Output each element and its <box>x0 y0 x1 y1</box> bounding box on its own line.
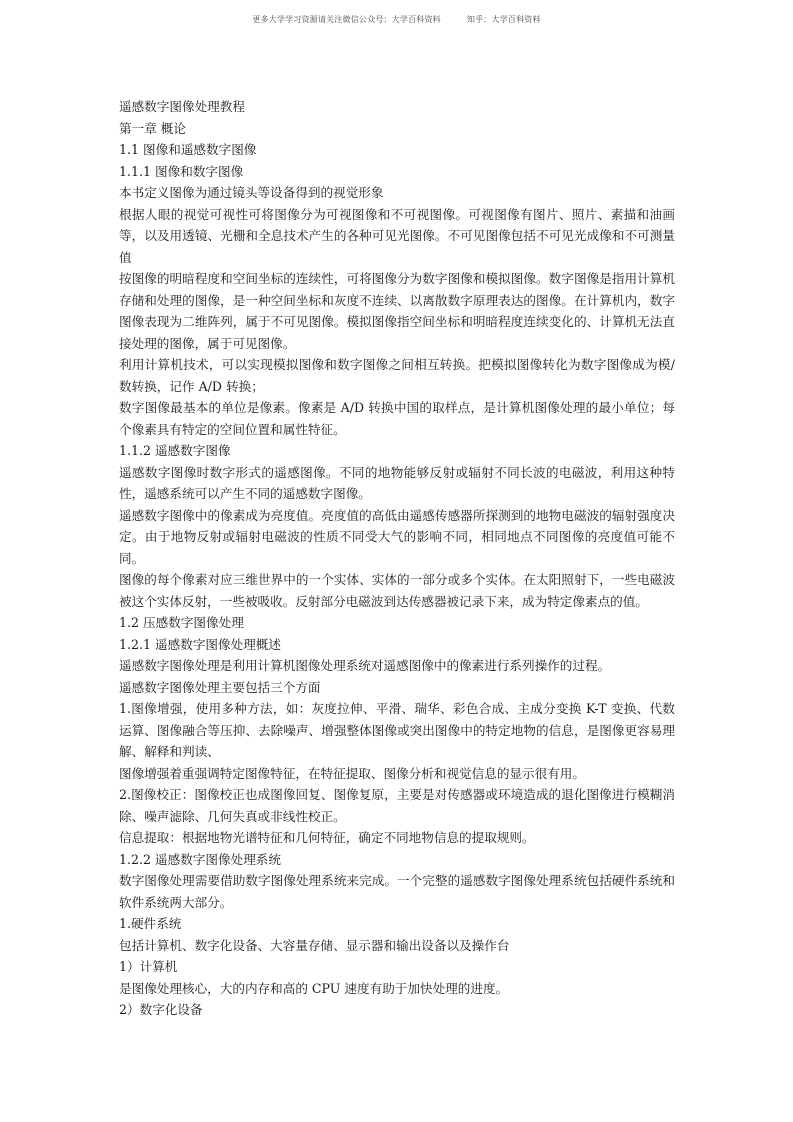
paragraph: 遥感数字图像处理主要包括三个方面 <box>119 679 321 695</box>
paragraph: 遥感数字图像处理是利用计算机图像处理系统对遥感图像中的像素进行系列操作的过程。 <box>119 658 611 673</box>
section-heading: 1.1 图像和遥感数字图像 <box>119 142 257 157</box>
paragraph: 1.图像增强，使用多种方法，如：灰度拉伸、平滑、瑞华、彩色合成、主成分变换 K-T 变换、代数运算、图像融合等压抑、去除噪声、增强整体图像或突出图像中的特定地物的信息，是图像更容易理解、解释和判读、 <box>119 701 675 759</box>
header-right-text: 知乎：大学百科资料 <box>466 15 541 24</box>
page-header <box>0 14 793 25</box>
paragraph: 包括计算机、数字化设备、大容量存储、显示器和输出设备以及操作台 <box>119 937 510 953</box>
paragraph: 遥感数字图像时数字形式的遥感图像。不同的地物能够反射或辐射不同长波的电磁波，利用这种特性，遥感系统可以产生不同的遥感数字图像。 <box>119 464 675 501</box>
header-left-text: 更多大学学习资源请关注微信公众号：大学百科资料 <box>252 15 441 24</box>
paragraph: 图像的每个像素对应三维世界中的一个实体、实体的一部分或多个实体。在太阳照射下，一些电磁波被这个实体反射，一些被吸收。反射部分电磁波到达传感器被记录下来，成为特定像素点的值。 <box>119 572 675 609</box>
list-heading: 2）数字化设备 <box>119 1002 203 1017</box>
paragraph: 数字图像最基本的单位是像素。像素是 A/D 转换中国的取样点，是计算机图像处理的最小单位；每个像素具有特定的空间位置和属性特征。 <box>119 400 675 437</box>
subsection-heading: 1.2.2 遥感数字图像处理系统 <box>119 851 281 867</box>
subsection-heading: 1.1.2 遥感数字图像 <box>119 443 231 458</box>
paragraph: 数字图像处理需要借助数字图像处理系统来完成。一个完整的遥感数字图像处理系统包括硬件系统和软件系统两大部分。 <box>119 873 675 910</box>
paragraph: 信息提取：根据地物光谱特征和几何特征，确定不同地物信息的提取规则。 <box>119 830 535 845</box>
paragraph: 利用计算机技术，可以实现模拟图像和数字图像之间相互转换。把模拟图像转化为数字图像成为模/数转换，记作 A/D 转换； <box>119 357 675 394</box>
list-heading: 1.硬件系统 <box>119 916 182 931</box>
paragraph: 2.图像校正：图像校正也成图像回复、图像复原，主要是对传感器或环境造成的退化图像进行模糊消除、噪声滤除、几何失真或非线性校正。 <box>119 787 675 824</box>
section-heading: 1.2 压感数字图像处理 <box>119 615 244 630</box>
list-heading: 1）计算机 <box>119 959 178 974</box>
subsection-heading: 1.1.1 图像和数字图像 <box>119 163 244 179</box>
paragraph: 遥感数字图像中的像素成为亮度值。亮度值的高低由遥感传感器所探测到的地物电磁波的辐射强度决定。由于地物反射或辐射电磁波的性质不同受大气的影响不同，相同地点不同图像的亮度值可能不同。 <box>119 507 675 566</box>
paragraph: 按图像的明暗程度和空间坐标的连续性，可将图像分为数字图像和模拟图像。数字图像是指用计算机存储和处理的图像，是一种空间坐标和灰度不连续、以离散数字原理表达的图像。在计算机内，数字图像表现为二维阵列，属于不可见图像。模拟图像指空间坐标和明暗程度连续变化的、计算机无法直接处理的图像，属于可见图像。 <box>119 271 675 351</box>
paragraph: 是图像处理核心，大的内存和高的 CPU 速度有助于加快处理的进度。 <box>119 980 509 996</box>
chapter-heading: 第一章 概论 <box>119 120 186 136</box>
paragraph: 图像增强着重强调特定图像特征，在特征提取、图像分析和视觉信息的显示很有用。 <box>119 765 585 781</box>
document-title: 遥感数字图像处理教程 <box>119 99 245 114</box>
subsection-heading: 1.2.1 遥感数字图像处理概述 <box>119 636 281 652</box>
paragraph: 本书定义图像为通过镜头等设备得到的视觉形象 <box>119 185 384 200</box>
paragraph: 根据人眼的视觉可视性可将图像分为可视图像和不可视图像。可视图像有图片、照片、素描和油画等，以及用透镜、光栅和全息技术产生的各种可见光图像。不可见图像包括不可见光成像和不可测量值 <box>119 206 675 265</box>
document-body <box>119 96 675 1021</box>
